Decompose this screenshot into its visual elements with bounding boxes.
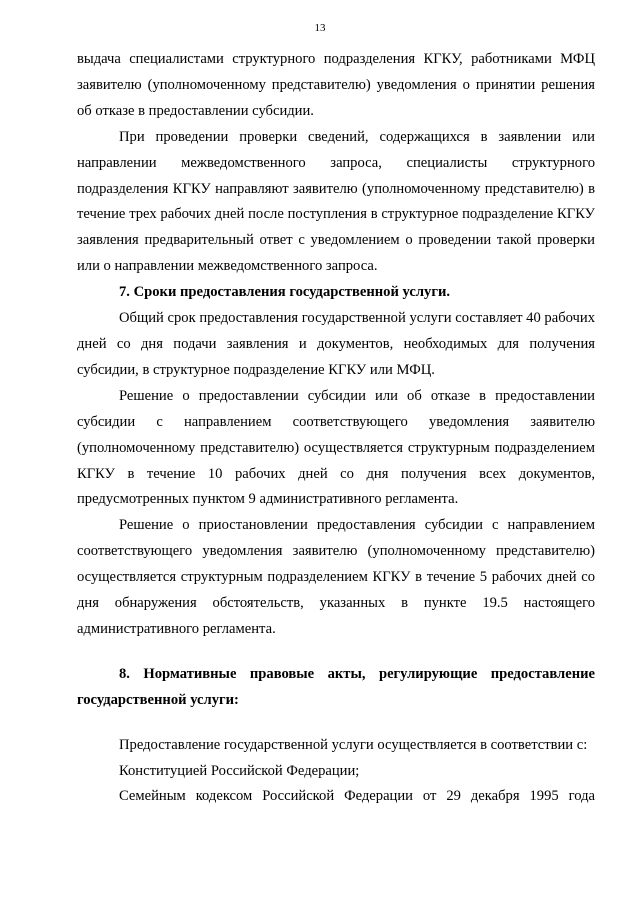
page-number: 13	[314, 22, 326, 34]
paragraph-decision: Решение о предоставлении субсидии или об отказе в предоставлении субсидии с направлением соответствующего уведомления заявителю (уполномоченному представителю) осуществляется структурным подразделением КГКУ в течение 10 рабочих дней со дня получения всех документов, предусмотренных пунктом 9 административного регламента.	[77, 387, 595, 508]
section-heading-8: 8. Нормативные правовые акты, регулирующие предоставление государственной услуги:	[77, 665, 595, 708]
document-body	[77, 47, 595, 810]
paragraph-constitution: Конституцией Российской Федерации;	[119, 762, 360, 779]
paragraph-total-term: Общий срок предоставления государственной услуги составляет 40 рабочих дней со дня подачи заявления и документов, необходимых для получения субсидии, в структурное подразделение КГКУ или МФЦ.	[77, 310, 595, 378]
paragraph-continuation: выдача специалистами структурного подразделения КГКУ, работниками МФЦ заявителю (уполномоченному представителю) уведомления о принятии решения об отказе в предоставлении субсидии.	[77, 51, 595, 119]
paragraph-suspension: Решение о приостановлении предоставления субсидии с направлением соответствующего уведомления заявителю (уполномоченному представителю) осуществляется структурным подразделением КГКУ в течение 5 рабочих дней со дня обнаружения обстоятельств, указанных в пункте 19.5 настоящего административного регламента.	[77, 517, 595, 637]
paragraph-verification: При проведении проверки сведений, содержащихся в заявлении или направлении межведомственного запроса, специалисты структурного подразделения КГКУ направляют заявителю (уполномоченному представителю) в течение трех рабочих дней после поступления в структурное подразделение КГКУ заявления предварительный ответ с уведомлением о проведении такой проверки или о направлении межведомственного запроса.	[77, 128, 595, 275]
section-heading-7: 7. Сроки предоставления государственной услуги.	[119, 284, 451, 301]
paragraph-accordance: Предоставление государственной услуги осуществляется в соответствии с:	[119, 736, 588, 753]
paragraph-family-code: Семейным кодексом Российской Федерации от 29 декабря 1995 года	[119, 788, 595, 805]
